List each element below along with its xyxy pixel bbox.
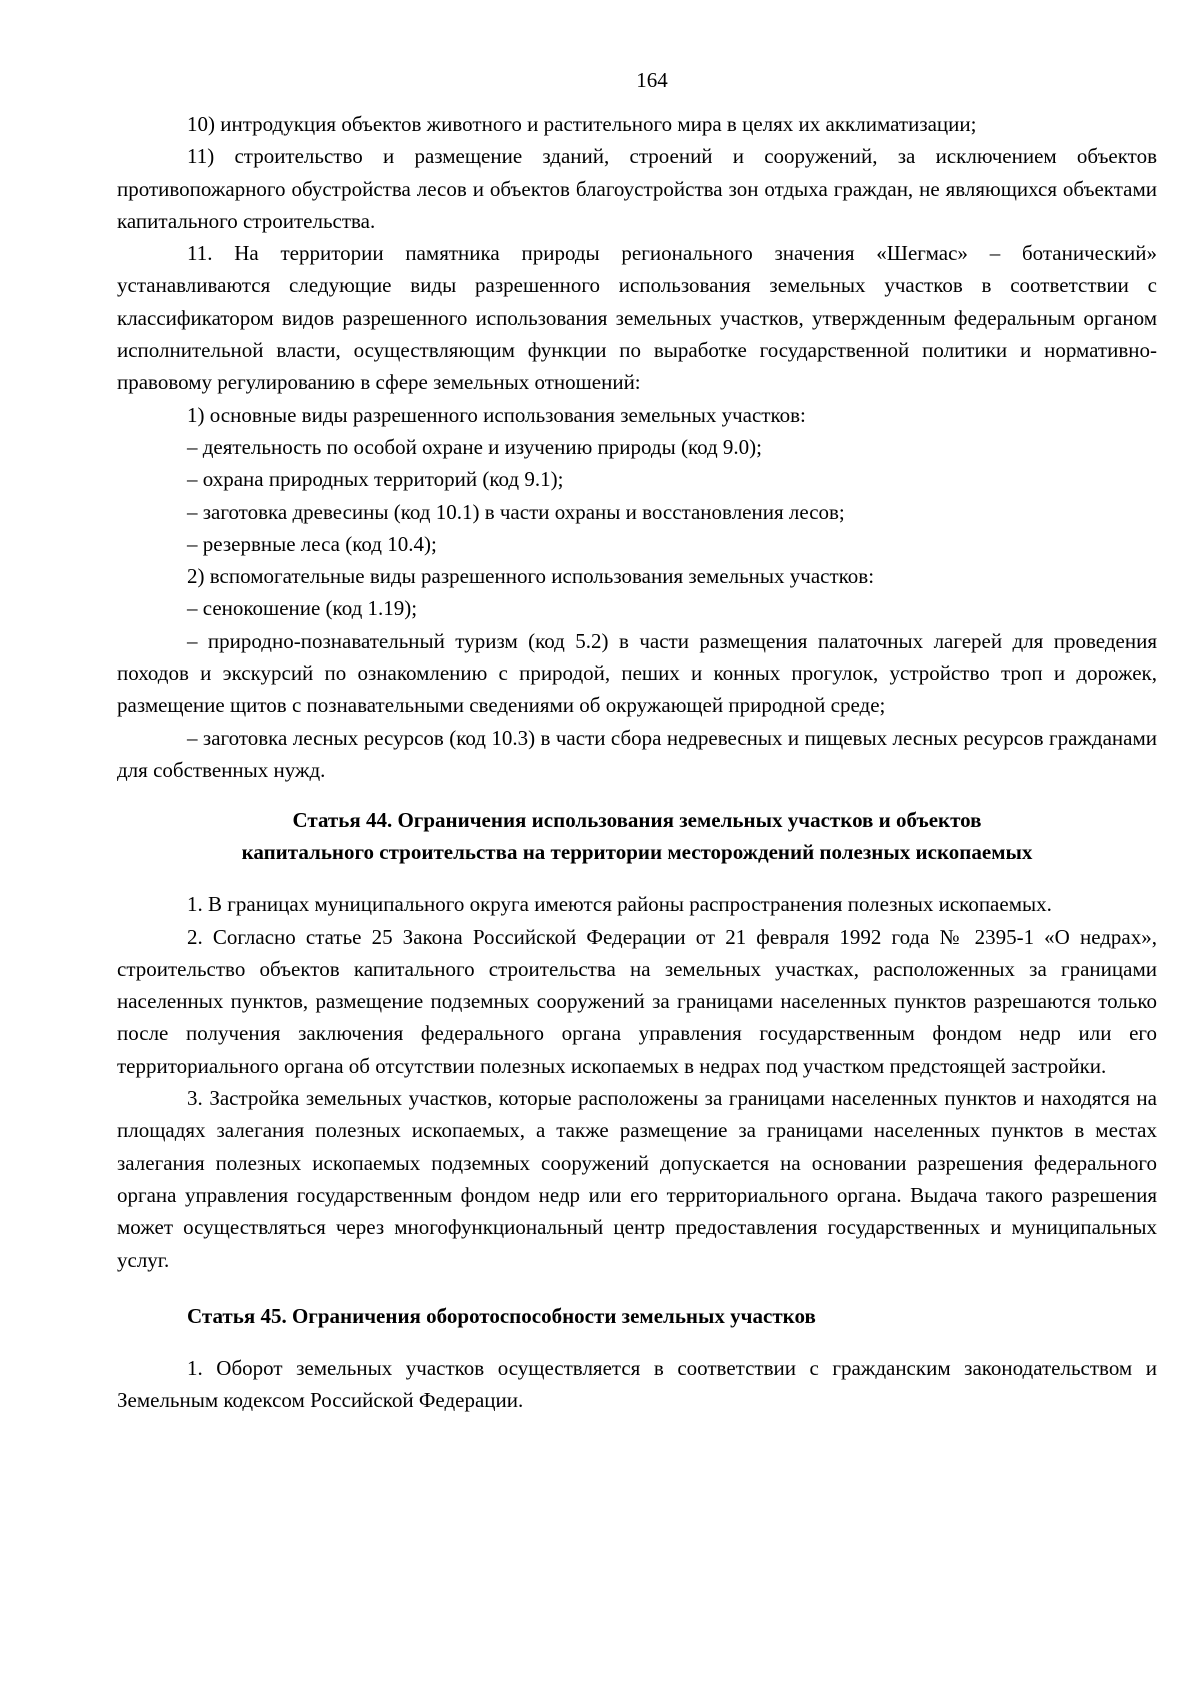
- list-item: – деятельность по особой охране и изучению природы (код 9.0);: [187, 434, 762, 459]
- article-44-heading-line2: капитального строительства на территории месторождений полезных ископаемых: [241, 840, 1033, 865]
- spacer: [117, 1276, 1157, 1300]
- list-item: – природно-познавательный туризм (код 5.2) в части размещения палаточных лагерей для проведения походов и экскурсий по ознакомлению с природой, пеших и конных прогулок, устройство троп и дорожек, размещение щитов с познавательными сведениями об окружающей природной среде;: [117, 628, 1157, 718]
- paragraph: 1. В границах муниципального округа имеются районы распространения полезных ископаемых.: [187, 892, 1052, 917]
- spacer: [117, 1332, 1157, 1352]
- list-item: – заготовка древесины (код 10.1) в части охраны и восстановления лесов;: [187, 499, 845, 524]
- page-content: [117, 68, 1157, 1416]
- paragraph: 11) строительство и размещение зданий, строений и сооружений, за исключением объектов противопожарного обустройства лесов и объектов благоустройства зон отдыха граждан, не являющихся объектами капитального строительства.: [117, 144, 1157, 233]
- spacer: [117, 868, 1157, 888]
- article-44: [117, 804, 1157, 1276]
- list-item: – сенокошение (код 1.19);: [187, 596, 418, 621]
- paragraph: 2. Согласно статье 25 Закона Российской Федерации от 21 февраля 1992 года № 2395-1 «О недрах», строительство объектов капитального строительства на земельных участках, расположенных за границами населенных пунктов, размещение подземных сооружений за границами населенных пунктов разрешаются только после получения заключения федерального органа управления государственным фондом недр или его территориального органа об отсутствии полезных ископаемых в недрах под участком предстоящей застройки.: [117, 924, 1157, 1078]
- article-45-heading: Статья 45. Ограничения оборотоспособности земельных участков: [187, 1303, 816, 1328]
- article-45: [117, 1300, 1157, 1417]
- paragraph: 1. Оборот земельных участков осуществляется в соответствии с гражданским законодательством и Земельным кодексом Российской Федерации.: [117, 1355, 1157, 1413]
- list-item: – охрана природных территорий (код 9.1);: [187, 467, 564, 492]
- paragraph: 11. На территории памятника природы регионального значения «Шегмас» – ботанический» устанавливаются следующие виды разрешенного использования земельных участков в соответствии с классификатором видов разрешенного использования земельных участков, утвержденным федеральным органом исполнительной власти, осуществляющим функции по выработке государственной политики и нормативно-правовому регулированию в сфере земельных отношений:: [117, 241, 1157, 395]
- list-item: – резервные леса (код 10.4);: [187, 531, 437, 556]
- section-land-use-list: [117, 108, 1157, 786]
- paragraph: 3. Застройка земельных участков, которые расположены за границами населенных пунктов и находятся на площадях залегания полезных ископаемых, а также размещение за границами населенных пунктов в местах залегания полезных ископаемых подземных сооружений допускается на основании разрешения федерального органа управления государственным фондом недр или его территориального органа. Выдача такого разрешения может осуществляться через многофункциональный центр предоставления государственных и муниципальных услуг.: [117, 1086, 1157, 1272]
- paragraph: 10) интродукция объектов животного и растительного мира в целях их акклиматизации;: [187, 112, 977, 136]
- page-number: 164: [636, 68, 668, 92]
- paragraph: 1) основные виды разрешенного использования земельных участков:: [187, 402, 806, 427]
- list-item: – заготовка лесных ресурсов (код 10.3) в части сбора недревесных и пищевых лесных ресурсов гражданами для собственных нужд.: [117, 725, 1157, 782]
- paragraph: 2) вспомогательные виды разрешенного использования земельных участков:: [187, 564, 875, 589]
- article-44-heading: [117, 804, 1157, 868]
- article-44-heading-line1: Статья 44. Ограничения использования земельных участков и объектов: [292, 808, 982, 833]
